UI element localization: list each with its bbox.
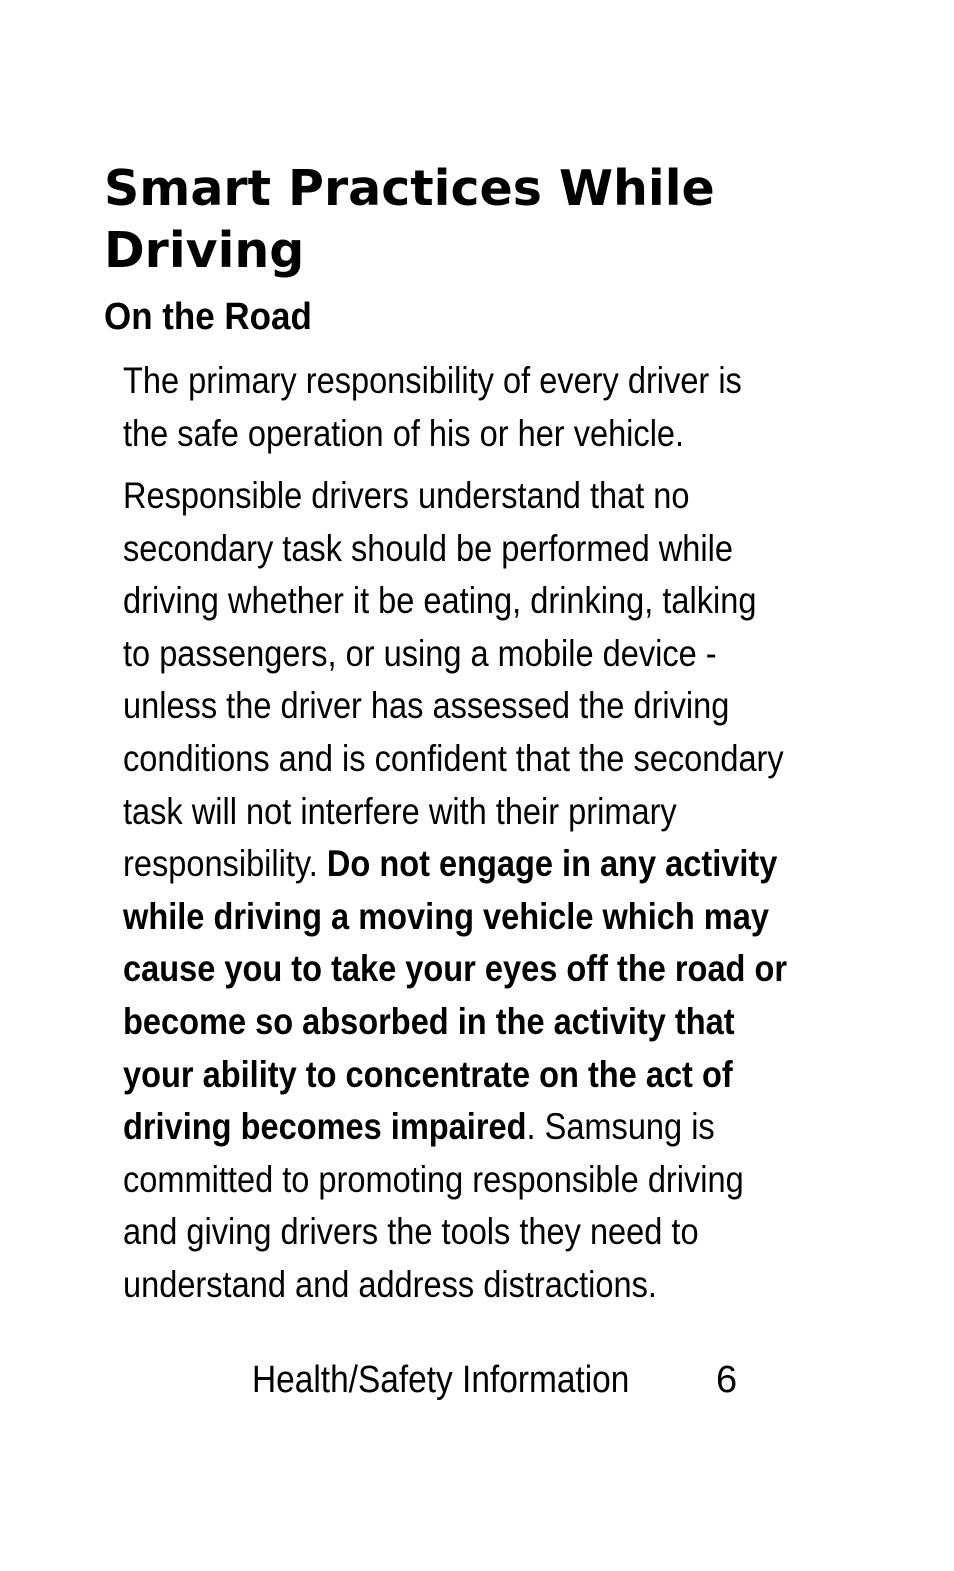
page-title: Smart Practices While Driving — [104, 160, 715, 279]
paragraph-text-tail: . Samsung is committed to promoting responsible driving and giving drivers the tools they need to understand and address distractions. — [123, 1106, 744, 1305]
paragraph-responsible-drivers — [123, 470, 792, 1312]
paragraph-primary-responsibility: The primary responsibility of every driver is the safe operation of his or her vehicle. — [123, 360, 742, 454]
footer-section-label: Health/Safety Information — [252, 1359, 630, 1401]
paragraph-text-lead: Responsible drivers understand that no secondary task should be performed while driving whether it be eating, drinking, talking to passengers, or using a mobile device - unless the driver has assessed the driving conditions and is confident that the secondary task will not interfere with their primary responsibility. — [123, 475, 784, 885]
paragraph-warning-bold: Do not engage in any activity while driving a moving vehicle which may cause you to take your eyes off the road or become so absorbed in the activity that your ability to concentrate on the act of driving becomes impaired — [123, 843, 788, 1148]
section-subtitle: On the Road — [104, 296, 312, 338]
footer-page-number: 6 — [716, 1359, 738, 1401]
